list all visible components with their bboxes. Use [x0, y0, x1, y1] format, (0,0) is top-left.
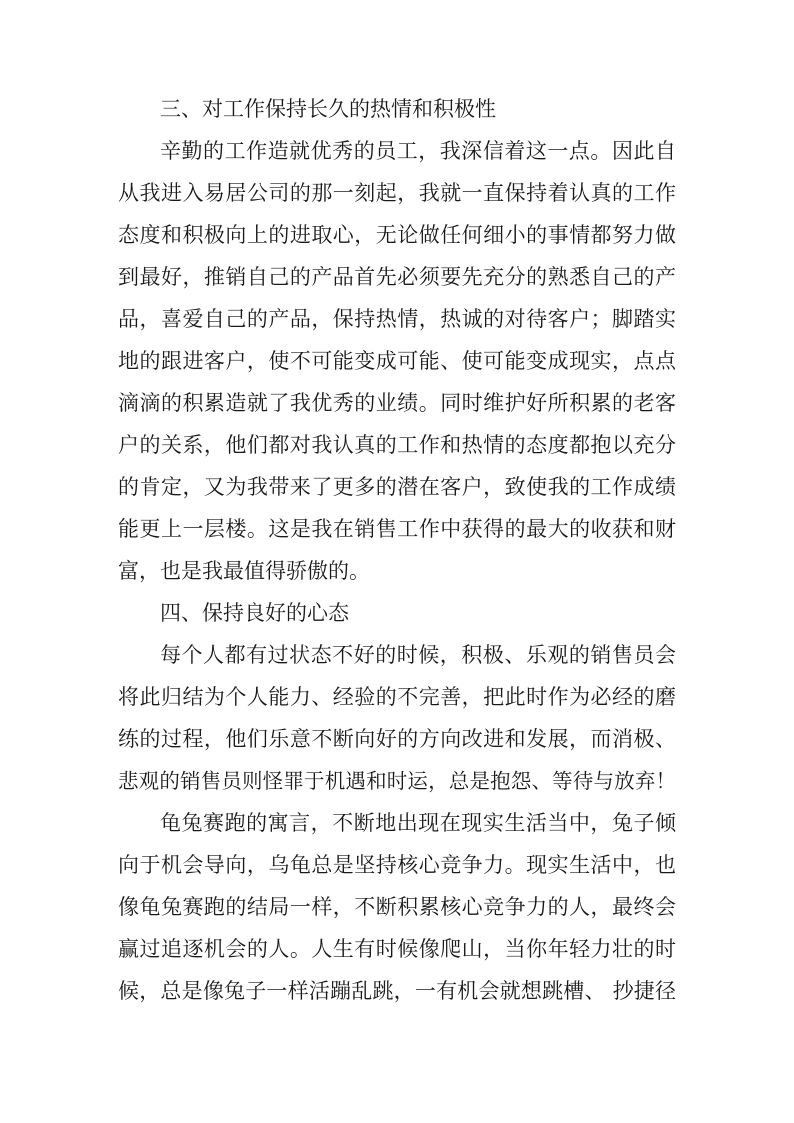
document-body — [118, 88, 676, 1012]
paragraph-line: 辛勤的工作造就优秀的员工，我深信着这一点。因此自 — [160, 139, 676, 163]
paragraph-line: 滴滴的积累造就了我优秀的业绩。同时维护好所积累的老客 — [118, 391, 676, 415]
paragraph-line: 每个人都有过状态不好的时候，积极、乐观的销售员会 — [160, 643, 676, 667]
section-4-heading: 四、保持良好的心态 — [160, 601, 349, 625]
paragraph-line: 像龟兔赛跑的结局一样，不断积累核心竞争力的人，最终会 — [118, 895, 676, 919]
paragraph-line: 从我进入易居公司的那一刻起，我就一直保持着认真的工作 — [118, 181, 676, 205]
paragraph-line: 能更上一层楼。这是我在销售工作中获得的最大的收获和财 — [118, 517, 676, 541]
section-3-heading: 三、对工作保持长久的热情和积极性 — [160, 97, 496, 121]
paragraph-line: 候，总是像兔子一样活蹦乱跳，一有机会就想跳槽、 抄捷径 — [118, 979, 676, 1003]
paragraph-line: 向于机会导向，乌龟总是坚持核心竞争力。现实生活中，也 — [118, 853, 676, 877]
paragraph-line: 到最好，推销自己的产品首先必须要先充分的熟悉自己的产 — [118, 265, 676, 289]
paragraph-line: 的肯定，又为我带来了更多的潜在客户，致使我的工作成绩 — [118, 475, 676, 499]
section-4-paragraph-2 — [118, 802, 676, 1012]
paragraph-line: 户的关系，他们都对我认真的工作和热情的态度都抱以充分 — [118, 433, 676, 457]
paragraph-line: 赢过追逐机会的人。人生有时候像爬山，当你年轻力壮的时 — [118, 937, 676, 961]
paragraph-line: 将此归结为个人能力、经验的不完善，把此时作为必经的磨 — [118, 685, 676, 709]
paragraph-line: 态度和积极向上的进取心，无论做任何细小的事情都努力做 — [118, 223, 676, 247]
paragraph-line: 地的跟进客户，使不可能变成可能、使可能变成现实，点点 — [118, 349, 676, 373]
paragraph-line: 品，喜爱自己的产品，保持热情，热诚的对待客户；脚踏实 — [118, 307, 676, 331]
section-4-paragraph-1 — [118, 634, 676, 802]
paragraph-line: 悲观的销售员则怪罪于机遇和时运，总是抱怨、等待与放弃！ — [118, 769, 676, 793]
section-3-paragraph — [118, 130, 676, 592]
paragraph-line: 富，也是我最值得骄傲的。 — [118, 559, 370, 583]
paragraph-line: 龟兔赛跑的寓言，不断地出现在现实生活当中，兔子倾 — [160, 811, 676, 835]
paragraph-line: 练的过程，他们乐意不断向好的方向改进和发展，而消极、 — [118, 727, 676, 751]
